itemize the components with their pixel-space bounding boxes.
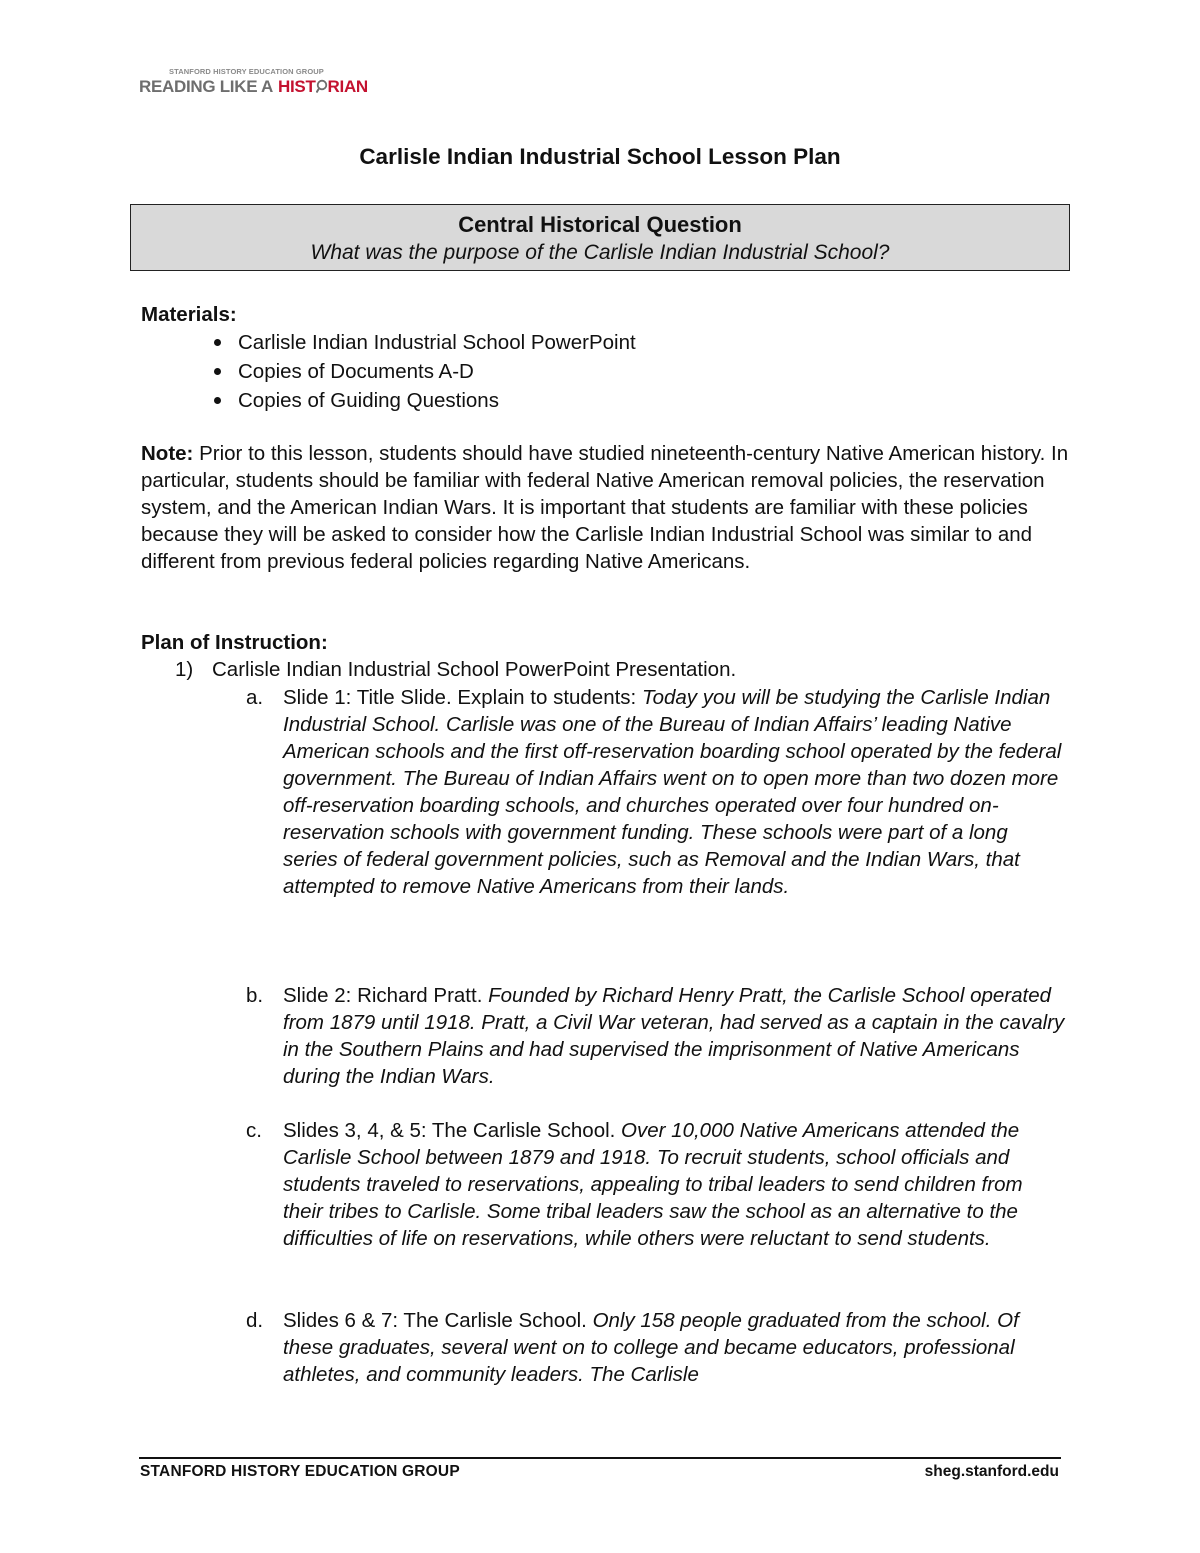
substep-lead: Slides 6 & 7: The Carlisle School. (283, 1309, 593, 1332)
step-text: Carlisle Indian Industrial School PowerPoint Presentation. (212, 658, 737, 681)
substep-letter: d. (246, 1309, 264, 1332)
substep-script: Today you will be studying the Carlisle Indian Industrial School. Carlisle was one of the Bureau of Indian Affairs’ leading Native American schools and the first off-reservation boarding school operated by the federal government. The Bureau of Indian Affairs went on to open more than two dozen more off-reservation boarding schools, and churches operated over four hundred on-reservation schools with government funding. These schools were part of a long series of federal government policies, such as Removal and the Indian Wars, that attempted to remove Native Americans from their lands. (283, 686, 1062, 898)
substep-letter: b. (246, 984, 264, 1007)
substep-script: Only 158 people graduated from the school. Of these graduates, several went on to college and became educators, professional athletes, and community leaders. The Carlisle (283, 1309, 1019, 1386)
central-question-box (130, 204, 1070, 271)
logo-text-red-2: RIAN (327, 77, 368, 96)
footer-divider (139, 1457, 1061, 1459)
bullet-icon (214, 368, 221, 375)
material-item: Carlisle Indian Industrial School PowerPoint (238, 331, 636, 354)
list-item (213, 328, 636, 357)
central-question-text: What was the purpose of the Carlisle Indian Industrial School? (310, 241, 890, 264)
list-item (213, 386, 636, 415)
material-item: Copies of Guiding Questions (238, 389, 499, 412)
page-title: Carlisle Indian Industrial School Lesson Plan (359, 144, 841, 169)
materials-list (213, 328, 636, 415)
logo-text-gray: READING LIKE A (139, 77, 274, 96)
plan-substep-b (246, 982, 1066, 1090)
footer-url: sheg.stanford.edu (924, 1463, 1059, 1480)
plan-substep-c (246, 1117, 1066, 1252)
substep-script: Over 10,000 Native Americans attended the Carlisle School between 1879 and 1918. To recruit students, school officials and students traveled to reservations, appealing to tribal leaders to send children from their tribes to Carlisle. Some tribal leaders saw the school as an alternative to the difficulties of life on reservations, while others were reluctant to send students. (283, 1119, 1023, 1250)
materials-label: Materials: (141, 303, 237, 326)
material-item: Copies of Documents A-D (238, 360, 474, 383)
plan-label: Plan of Instruction: (141, 631, 328, 654)
plan-substep-d (246, 1307, 1066, 1388)
magnifier-o-icon (316, 78, 328, 92)
substep-script: Founded by Richard Henry Pratt, the Carlisle School operated from 1879 until 1918. Pratt, a Civil War veteran, had served as a captain in the cavalry in the Southern Plains and had supervised the imprisonment of Native Americans during the Indian Wars. (283, 984, 1065, 1088)
logo-wordmark (139, 77, 368, 97)
reading-like-a-historian-logo (139, 67, 368, 107)
footer-org-name: STANFORD HISTORY EDUCATION GROUP (140, 1463, 460, 1480)
note-label: Note: (141, 442, 194, 465)
substep-lead: Slide 2: Richard Pratt. (283, 984, 489, 1007)
list-item (213, 357, 636, 386)
logo-org-name: STANFORD HISTORY EDUCATION GROUP (169, 67, 324, 76)
logo-text-red-1: HIST (278, 77, 316, 96)
substep-letter: c. (246, 1119, 262, 1142)
plan-substep-a (246, 684, 1066, 900)
substep-lead: Slides 3, 4, & 5: The Carlisle School. (283, 1119, 622, 1142)
substep-lead: Slide 1: Title Slide. Explain to students: (283, 686, 642, 709)
substep-letter: a. (246, 686, 264, 709)
step-number: 1) (175, 658, 194, 681)
central-question-heading: Central Historical Question (458, 212, 742, 237)
note-text: Prior to this lesson, students should have studied nineteenth-century Native American history. In particular, students should be familiar with federal Native American removal policies, the reservation system, and the American Indian Wars. It is important that students are familiar with these policies because they will be asked to consider how the Carlisle Indian Industrial School was similar to and different from previous federal policies regarding Native Americans. (141, 442, 1069, 573)
plan-step-1 (175, 656, 736, 683)
note-paragraph (141, 440, 1071, 575)
bullet-icon (214, 397, 221, 404)
bullet-icon (214, 339, 221, 346)
